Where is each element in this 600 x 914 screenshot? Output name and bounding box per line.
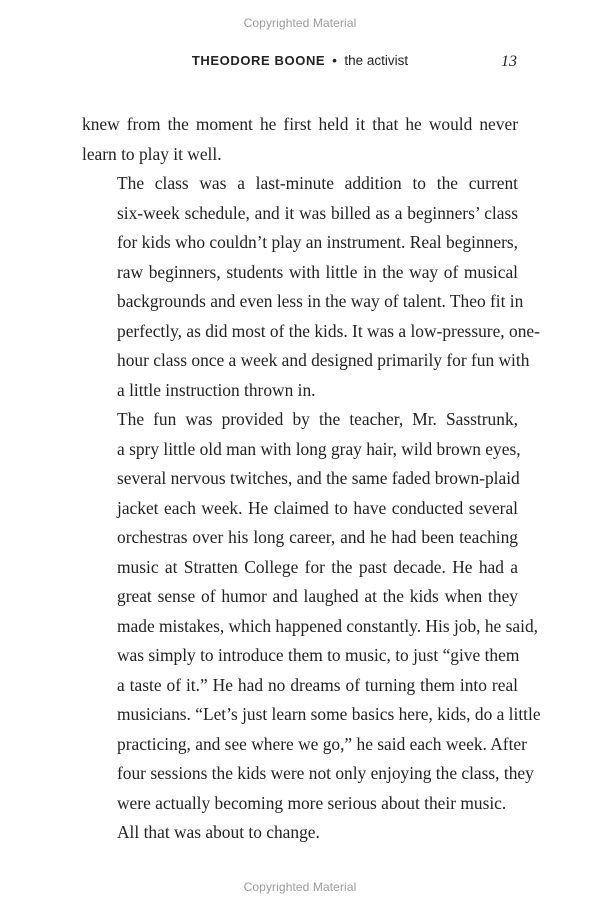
title-separator: • <box>332 53 338 68</box>
text-line: several nervous twitches, and the same faded brown-plaid <box>117 468 520 488</box>
text-line: were actually becoming more serious about their music. <box>117 792 507 813</box>
text-line: six-week schedule, and it was billed as a beginners’ class <box>117 202 518 223</box>
text-line: knew from the moment he first held it that he would never <box>82 114 518 134</box>
text-line: music at Stratten College for the past decade. He had a <box>117 556 518 577</box>
body-text <box>82 110 541 848</box>
text-line: hour class once a week and designed primarily for fun with <box>117 350 530 370</box>
text-line: backgrounds and even less in the way of talent. Theo fit in <box>117 291 524 311</box>
book-subtitle: the activist <box>344 53 409 68</box>
text-line: musicians. “Let’s just learn some basics here, kids, do a little <box>117 704 541 724</box>
page-number: 13 <box>501 53 517 70</box>
text-line: was simply to introduce them to music, to just “give them <box>117 645 520 665</box>
text-line: great sense of humor and laughed at the kids when they <box>117 586 518 606</box>
text-line: a spry little old man with long gray hair, wild brown eyes, <box>117 438 521 459</box>
text-line: raw beginners, students with little in the way of musical <box>117 261 518 282</box>
paragraph <box>82 110 518 169</box>
text-line: four sessions the kids were not only enjoying the class, they <box>117 763 534 783</box>
paragraph <box>82 405 541 818</box>
text-line: The fun was provided by the teacher, Mr. Sasstrunk, <box>117 409 518 429</box>
text-line: jacket each week. He claimed to have conducted several <box>117 497 518 518</box>
text-line: orchestras over his long career, and he had been teaching <box>117 527 518 547</box>
text-line: a little instruction thrown in. <box>117 379 316 400</box>
text-line: a taste of it.” He had no dreams of turning them into real <box>117 674 518 695</box>
copyright-watermark-bottom: Copyrighted Material <box>243 880 357 894</box>
book-title: THEODORE BOONE <box>191 53 326 68</box>
text-line: made mistakes, which happened constantly. His job, he said, <box>117 615 538 636</box>
text-line: All that was about to change. <box>117 822 320 842</box>
text-line: for kids who couldn’t play an instrument. Real beginners, <box>117 232 518 252</box>
running-head <box>0 53 600 73</box>
text-line: practicing, and see where we go,” he said each week. After <box>117 733 527 754</box>
text-line: perfectly, as did most of the kids. It was a low-pressure, one- <box>117 320 540 341</box>
paragraph <box>82 169 540 405</box>
text-line: The class was a last-minute addition to the current <box>117 173 518 193</box>
text-line: learn to play it well. <box>82 143 222 164</box>
paragraph <box>82 818 518 848</box>
copyright-watermark-top: Copyrighted Material <box>243 16 357 30</box>
